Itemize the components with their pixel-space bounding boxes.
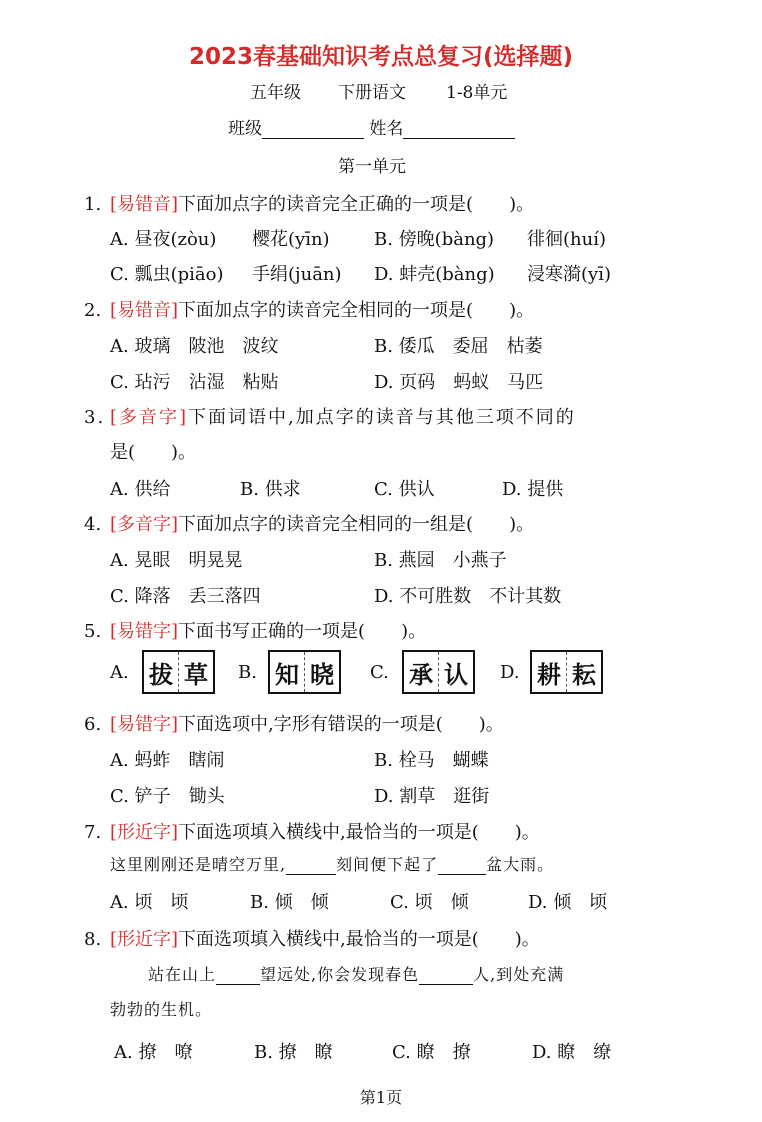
question-tag: [形近字]: [110, 822, 179, 843]
option-a: A. 晃眼 明晃晃: [110, 550, 243, 571]
question-tag: [易错字]: [110, 621, 179, 642]
question-text: 下面加点字的读音完全正确的一项是( )。: [178, 194, 535, 215]
option-d: D. 蚌壳(bàng): [374, 264, 495, 285]
char-cell: 承: [409, 659, 433, 689]
option-d: D. 瞭 缭: [532, 1042, 612, 1063]
class-field: [228, 114, 515, 139]
question-1: [84, 190, 534, 216]
option-d-label: D.: [500, 662, 520, 683]
option-a: A. 玻璃 陂池 波纹: [110, 336, 279, 357]
question-5: [84, 617, 426, 643]
option-b-word2: 徘徊(huí): [527, 229, 606, 250]
question-8: [84, 925, 540, 951]
question-7: [84, 818, 540, 844]
char-cell: 知: [275, 659, 299, 689]
sentence-part: 刻间便下起了: [336, 855, 439, 874]
option-c: C. 降落 丢三落四: [110, 586, 261, 607]
question-text: 下面选项填入横线中,最恰当的一项是( )。: [178, 822, 540, 843]
question-4: [84, 510, 534, 536]
units-label: 1-8单元: [446, 83, 508, 103]
option-b-box: [268, 650, 341, 694]
sentence-part: 这里刚刚还是晴空万里,: [110, 855, 287, 874]
option-b: B. 供求: [240, 479, 301, 500]
option-a-box: [142, 650, 215, 694]
question-text: 下面书写正确的一项是( )。: [178, 621, 427, 642]
question-3: [84, 403, 576, 429]
option-b: B. 倭瓜 委屈 枯萎: [374, 336, 543, 357]
question-number: 6.: [84, 714, 102, 735]
sentence-part: 盆大雨。: [486, 855, 555, 874]
class-blank: [262, 120, 364, 139]
question-number: 5.: [84, 621, 102, 642]
option-a-label: A.: [110, 662, 129, 683]
option-d: D. 页码 蚂蚁 马匹: [374, 372, 544, 393]
name-blank: [403, 120, 515, 139]
fill-sentence: [110, 852, 554, 875]
question-text: 下面选项填入横线中,最恰当的一项是( )。: [178, 929, 540, 950]
option-d-box: [530, 650, 603, 694]
option-c: C. 供认: [374, 479, 435, 500]
option-b: B. 燕园 小燕子: [374, 550, 507, 571]
option-b-label: B.: [238, 662, 257, 683]
question-2: [84, 296, 534, 322]
char-cell: 拔: [149, 659, 173, 689]
question-3-continued: 是( )。: [110, 442, 197, 463]
question-tag: [形近字]: [110, 929, 179, 950]
option-c: C. 顷 倾: [390, 892, 469, 913]
option-a: A. 供给: [110, 479, 171, 500]
question-text: 下面词语中,加点字的读音与其他三项不同的: [188, 407, 576, 428]
option-d-word2: 浸寒漪(yī): [527, 264, 611, 285]
book-label: 下册语文: [338, 83, 406, 103]
question-tag: [易错音]: [110, 194, 179, 215]
question-number: 1.: [84, 194, 102, 215]
option-c-box: [402, 650, 475, 694]
fill-sentence-continued: 勃勃的生机。: [110, 1000, 213, 1019]
sentence-part: 人,到处充满: [473, 965, 565, 984]
option-a-word2: 樱花(yīn): [252, 229, 330, 250]
question-6: [84, 710, 504, 736]
question-tag: [易错字]: [110, 714, 179, 735]
option-c: C. 瓢虫(piāo): [110, 264, 224, 285]
option-b: B. 傍晚(bàng): [374, 229, 495, 250]
question-number: 7.: [84, 822, 102, 843]
question-tag: [易错音]: [110, 300, 179, 321]
char-cell: 草: [178, 652, 213, 692]
option-b: B. 撩 瞭: [254, 1042, 333, 1063]
option-c-word2: 手绢(juān): [252, 264, 342, 285]
option-a: A. 顷 顷: [110, 892, 189, 913]
grade-label: 五年级: [250, 83, 301, 103]
option-a: A. 昼夜(zòu): [110, 229, 217, 250]
question-tag: [多音字]: [110, 407, 189, 428]
name-label: 姓名: [369, 119, 404, 139]
option-b: B. 倾 倾: [250, 892, 329, 913]
fill-sentence: [148, 962, 564, 985]
fill-blank: [438, 856, 486, 875]
char-cell: 耕: [537, 659, 561, 689]
option-c: C. 铲子 锄头: [110, 786, 225, 807]
question-number: 4.: [84, 514, 102, 535]
option-d: D. 倾 顷: [528, 892, 608, 913]
option-b: B. 栓马 蝴蝶: [374, 750, 489, 771]
sentence-part: 站在山上: [148, 965, 217, 984]
question-number: 2.: [84, 300, 102, 321]
question-number: 3.: [84, 407, 106, 428]
question-text: 下面加点字的读音完全相同的一项是( )。: [178, 300, 535, 321]
fill-blank: [216, 966, 260, 985]
option-c: C. 瞭 撩: [392, 1042, 471, 1063]
option-a: A. 撩 嘹: [114, 1042, 193, 1063]
sentence-part: 望远处,你会发现春色: [260, 965, 420, 984]
fill-blank: [419, 966, 473, 985]
question-number: 8.: [84, 929, 102, 950]
fill-blank: [286, 856, 336, 875]
option-d: D. 割草 逛街: [374, 786, 490, 807]
option-a: A. 蚂蚱 瞎闹: [110, 750, 225, 771]
page-title: 2023春基础知识考点总复习(选择题): [188, 44, 574, 70]
char-cell: 晓: [304, 652, 339, 692]
char-cell: 认: [438, 652, 473, 692]
question-tag: [多音字]: [110, 514, 179, 535]
option-c-label: C.: [370, 662, 389, 683]
section-title: 第一单元: [338, 157, 406, 177]
option-d: D. 提供: [502, 479, 564, 500]
page-number: 第1页: [359, 1088, 403, 1107]
question-text: 下面选项中,字形有错误的一项是( )。: [178, 714, 504, 735]
question-text: 下面加点字的读音完全相同的一组是( )。: [178, 514, 535, 535]
option-c: C. 玷污 沾湿 粘贴: [110, 372, 279, 393]
class-label: 班级: [228, 119, 262, 139]
option-d: D. 不可胜数 不计其数: [374, 586, 562, 607]
char-cell: 耘: [566, 652, 601, 692]
